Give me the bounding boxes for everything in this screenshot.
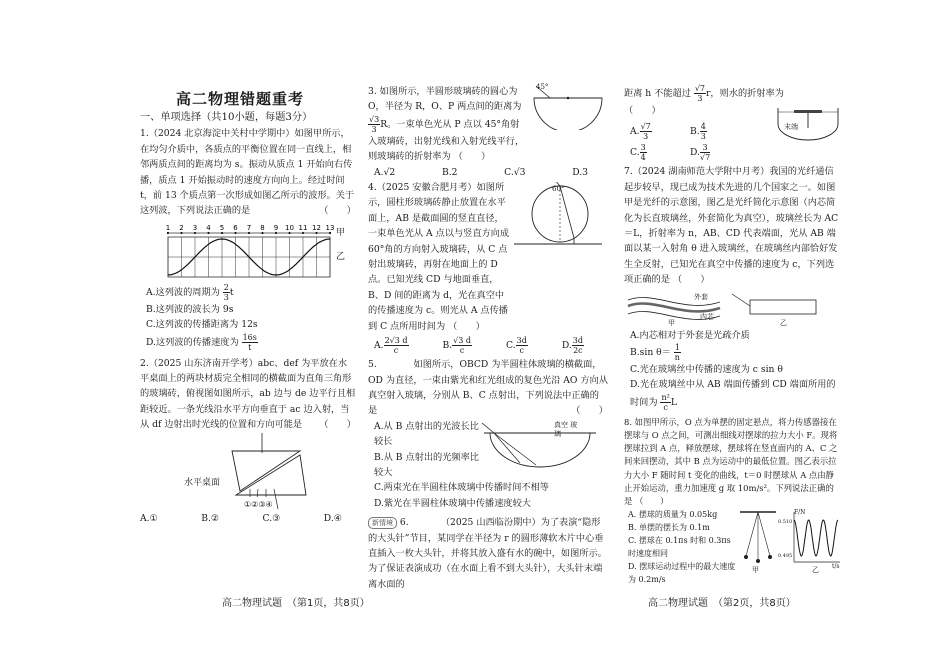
q1-a-tail: t <box>229 286 234 298</box>
den: c <box>459 346 465 356</box>
pendulum-figure <box>736 508 780 572</box>
q2-option-a[interactable]: A.① <box>140 512 158 524</box>
axis-t: t/s <box>832 563 840 571</box>
bob-a <box>744 555 748 559</box>
label-jia: 甲 <box>336 227 346 238</box>
den: 4 <box>640 153 646 163</box>
q3-frac <box>368 115 380 134</box>
q1-option-c[interactable]: C.这列波的传播距离为 12s <box>146 319 258 331</box>
den: 3 <box>700 132 706 142</box>
q6-continued <box>624 84 842 162</box>
q8-options <box>624 508 740 586</box>
q3-angle: 45° <box>536 83 549 91</box>
q7-figure <box>624 288 842 328</box>
q6-option-d[interactable] <box>690 143 750 162</box>
q2-option-b[interactable]: B.② <box>201 512 220 524</box>
tick-label: 6 <box>233 223 238 232</box>
tick-label: 11 <box>298 223 308 232</box>
label: C. <box>506 340 516 352</box>
paper-title: 高二物理错题重考 <box>176 90 305 108</box>
label-yi: 乙 <box>336 251 346 262</box>
wave-diagram <box>140 221 356 283</box>
label: C. <box>630 147 640 159</box>
num: 3d <box>516 336 527 346</box>
tick-min: 0.495 <box>778 553 793 560</box>
q7-option-d[interactable] <box>624 377 842 411</box>
label-yi: 乙 <box>780 318 787 327</box>
footer-page-1: 高二物理试题 （第1页，共8页） <box>222 598 370 609</box>
den: 2c <box>573 346 583 356</box>
q8-paren: （ ） <box>635 496 669 507</box>
q5-fig-label: 真空 玻璃 <box>554 421 578 439</box>
q5-stem <box>368 357 608 419</box>
q8-text: 8. 如图甲所示，O 点为单摆的固定悬点，将力传感器接在摆球与 O 点之间，可测出细线对摆球的拉力大小 F。现将摆球拉到 A 点，释放摆球，摆球将在竖直面内的 A、C 之间来回摆动，其中 B 点为运动中的最低位置。图乙表示拉力大小 F 随时间 t 变化的曲线，t＝0 时摆球从 A 点由静止开始运动，重力加速度 g 取 10m/s²。下列说法正确的是 <box>624 416 838 507</box>
q6-option-b[interactable] <box>690 122 750 141</box>
q3-text-2: R。一束单色光从 P 点以 45°角射入玻璃砖，出射光线和入射光线平行，则玻璃砖的折射率为 <box>368 118 525 163</box>
q6-cont-1: 距离 h 不能超过 <box>624 88 691 99</box>
label-outer: 外套 <box>694 292 708 301</box>
num: √3 <box>369 114 380 124</box>
q3-text-1: 3. 如图所示，半圆形玻璃砖的圆心为 O，半径为 R，O、P 两点间的距离为 <box>368 86 522 113</box>
q7-text: 7.（2024 湖南师范大学附中月考）我国的光纤通信起步较早，现已成为技术先进的几个国家之一。如图甲是光纤的示意图，图乙是光纤简化示意图（内芯简化为长直玻璃丝，外套简化为真空），玻璃丝长为 AC＝L，折射率为 n，AB、CD 代表端面，光从 AB 端面以某一入射角 θ 进入玻璃丝，在玻璃丝内部恰好发生全反射，已知光在真空中传播的速度为 c，下列选项正确的是 <box>624 166 839 286</box>
den: 3 <box>371 124 377 134</box>
tick-label: 1 <box>165 223 171 232</box>
q4-options <box>368 336 608 355</box>
label: D. <box>561 340 572 352</box>
section-heading: 一、单项选择（共10小题，每题3分） <box>140 112 313 123</box>
tick-label: 4 <box>206 223 211 232</box>
prism-def <box>236 455 306 495</box>
q2-option-d[interactable]: D.④ <box>323 512 342 524</box>
q4-paren: （ ） <box>448 320 485 332</box>
q2-figure <box>140 433 356 511</box>
tick-label: 10 <box>285 223 294 232</box>
den: 3 <box>697 94 703 103</box>
q2-paren: （ ） <box>319 419 356 431</box>
string-c <box>758 512 770 556</box>
q6-cont-2: r，则水的折射率为 <box>706 88 784 99</box>
fiber-diagram <box>624 288 842 328</box>
q5-paren: （ ） <box>571 405 608 417</box>
ray-numbers: ①②③④ <box>244 497 273 513</box>
q8-option-a[interactable]: A. 摆球的质量为 0.05kg <box>628 510 718 520</box>
q7-option-a[interactable]: A.内芯相对于外套是光疏介质 <box>630 329 750 341</box>
num: 16s <box>242 332 257 342</box>
ray-4 <box>274 489 278 509</box>
q2-option-c[interactable]: C.③ <box>262 512 281 524</box>
q3 <box>368 84 608 180</box>
q3-option-a[interactable]: A.√2 <box>374 166 396 178</box>
q4 <box>368 180 608 355</box>
tick-max: 0.510 <box>778 519 793 526</box>
q1-text: 1.（2024 北京海淀中关村中学期中）如图甲所示，在均匀介质中，各质点的平衡位置在同一直线上，相邻两质点间的距离均为 s。振动从质点 1 开始向右传播，质点 1 开始振动时的速度方向向上。经过时间 t，前 13 个质点第一次形成如图乙所示的波形。关于这列波，下列说法正确的是 <box>140 128 355 217</box>
label: A. <box>374 340 384 352</box>
den: c <box>393 346 399 356</box>
label: A. <box>630 126 640 138</box>
q4-option-a[interactable] <box>374 336 409 355</box>
q7-b-frac <box>674 343 681 362</box>
q4-angle: 60° <box>552 185 565 194</box>
q4-text: 4.（2025 安徽合肥月考）如图所示，圆柱形玻璃砖静止放置在水平面上，AB 是截面圆的竖直直径，一束单色光从 A 点以与竖直方向成 60°角的方向射入玻璃砖，从 C 点射出玻璃砖，再射在地面上的 D 点。已知光线 CD 与地面垂直，B、D 间的距离为 d，光在真空中的传播速度为 c。则光从 A 点传播到 C 点所用时间为 <box>368 182 510 332</box>
q7-b-text: B.sin θ＝ <box>630 347 671 359</box>
num: n² <box>661 392 670 402</box>
glass-rod <box>750 300 816 314</box>
label: B. <box>690 126 700 138</box>
q6-stem <box>368 515 608 592</box>
num: 3d <box>572 336 583 346</box>
bob-b <box>756 559 760 563</box>
den: 3 <box>223 292 229 302</box>
q8-body <box>624 508 842 586</box>
q6-option-c[interactable] <box>630 143 690 162</box>
q1-stem <box>140 126 356 218</box>
num: 3 <box>700 143 710 153</box>
label-yi: 乙 <box>812 566 819 575</box>
q3-options <box>368 165 608 180</box>
q7-option-c[interactable]: C.光在玻璃丝中传播的速度为 c sin θ <box>630 364 783 376</box>
tick-label: 5 <box>219 223 225 232</box>
q3-paren: （ ） <box>453 151 491 163</box>
force-curve <box>794 520 838 556</box>
q1-paren: （ ） <box>319 205 356 217</box>
column-2 <box>368 84 608 592</box>
label-jia: 甲 <box>668 318 675 327</box>
new-context-badge: 新情境 <box>368 517 397 529</box>
q1-option-a[interactable] <box>140 283 356 302</box>
num: 2√3 d <box>384 336 408 346</box>
den: c <box>663 402 668 412</box>
column-3 <box>624 84 842 586</box>
q7-paren: （ ） <box>672 274 710 286</box>
string-a <box>746 512 758 556</box>
q1-a-text: A.这列波的周期为 <box>146 286 220 298</box>
num: 1 <box>674 343 680 353</box>
q7-d-frac <box>660 393 670 412</box>
ray-oc <box>494 433 536 465</box>
tick-label: 2 <box>179 223 184 232</box>
tick-labels <box>166 224 335 234</box>
q4-option-b[interactable] <box>442 336 472 355</box>
tick-label: 9 <box>273 223 279 232</box>
bob-c <box>768 555 772 559</box>
q6-text: 6. （2025 山西临汾期中）为了表演“隐形的大头针”节目，某同学在半径为 r 的圆形薄软木片中心垂直插入一枚大头针，并将其放入盛有水的碗中，如图所示。为了保证表演成功（在水面上看不到大头针），大头针末端离水面的 <box>368 517 607 590</box>
q8-option-d[interactable]: D. 摆球运动过程中的最大速度为 0.2m/s <box>628 562 736 585</box>
semicircle-glass <box>534 98 602 130</box>
label-jia: 甲 <box>752 566 759 575</box>
tick-label: 7 <box>246 223 252 232</box>
q7-d-text: D.光在玻璃丝中从 AB 端面传播到 CD 端面所用的时间为 <box>630 379 836 408</box>
den: 3 <box>643 132 649 142</box>
footer-page-2: 高二物理试题 （第2页，共8页） <box>648 598 796 609</box>
q4-option-c[interactable] <box>506 336 528 355</box>
tick-label: 3 <box>192 223 198 232</box>
q7-stem <box>624 164 842 287</box>
q5-option-d[interactable]: D.紫光在半圆柱体玻璃中传播速度较大 <box>374 497 531 509</box>
q5 <box>368 357 608 511</box>
incident-ray <box>732 294 750 306</box>
q6-option-a[interactable] <box>630 122 690 141</box>
den: n <box>674 353 680 363</box>
q1-option-d[interactable] <box>140 333 356 352</box>
q8-option-b[interactable]: B. 单摆的摆长为 0.1m <box>628 523 710 533</box>
q6-fig-label: 末端 <box>784 123 798 131</box>
label-core: 内芯 <box>700 312 714 321</box>
num: 2 <box>223 282 229 292</box>
num: 3 <box>640 143 646 153</box>
q1-option-b[interactable]: B.这列波的波长为 9s <box>146 303 234 315</box>
center-o <box>567 97 570 100</box>
q8-stem <box>624 416 842 508</box>
den: t <box>248 342 252 352</box>
q2-stem <box>140 356 356 433</box>
q3-option-d[interactable]: D.3 <box>572 166 588 178</box>
label: D. <box>690 147 700 159</box>
q1-a-frac <box>223 283 230 302</box>
den: √7 <box>699 153 711 163</box>
q3-option-c[interactable]: C.√3 <box>504 166 526 178</box>
num: √7 <box>694 84 705 93</box>
q8-option-c[interactable]: C. 摆球在 0.1πs 时和 0.3πs 时速度相同 <box>628 536 731 559</box>
q6-cont-frac <box>694 84 706 103</box>
tick-label: 12 <box>312 223 321 232</box>
q6-paren: （ ） <box>624 105 661 116</box>
tick-label: 8 <box>260 223 265 232</box>
q5-option-c[interactable]: C.两束光在半圆柱体玻璃中传播时间不相等 <box>374 482 549 494</box>
num: √3 d <box>453 336 472 346</box>
q7-option-b[interactable] <box>624 343 842 362</box>
num: 4 <box>700 122 706 132</box>
q1-d-text: D.这列波的传播速度为 <box>146 336 239 348</box>
num: √7 <box>640 122 651 132</box>
desk-label: 水平桌面 <box>184 477 221 488</box>
q3-option-b[interactable]: B.2 <box>441 166 458 178</box>
q5-option-a[interactable]: A.从 B 点射出的光波长比较长 <box>374 420 479 448</box>
tick-label: 13 <box>325 223 335 232</box>
q5-text: 5. 如图所示，OBCD 为半圆柱体玻璃的横截面，OD 为直径，一束由紫光和红光组成的复色光沿 AO 方向从真空射入玻璃，分别从 B、C 点射出，下列说法中正确的是 <box>368 359 608 417</box>
q2-text: 2.（2025 山东济南开学考）abc、def 为平放在水平桌面上的两块材质完全相同的横截面为直角三角形的玻璃砖，俯视图如图所示，ab 边与 de 边平行且相距较近。一条光线沿水平方向垂直于 ac 边入射，当从 df 边射出时光线的位置和方向可能是 <box>140 357 356 431</box>
q4-option-d[interactable] <box>562 336 584 355</box>
q1-d-frac <box>242 333 258 352</box>
incident-ray-ao <box>482 423 494 433</box>
q1-figure <box>140 221 356 283</box>
axis-f: F/N <box>794 509 806 517</box>
column-1 <box>140 84 356 526</box>
prism-abc <box>232 451 300 491</box>
q5-option-b[interactable]: B.从 B 点射出的光频率比较大 <box>374 451 479 478</box>
label: B. <box>442 340 453 352</box>
den: c <box>519 346 524 356</box>
q7-d-tail: L <box>670 396 677 408</box>
cork-disc <box>794 110 822 113</box>
